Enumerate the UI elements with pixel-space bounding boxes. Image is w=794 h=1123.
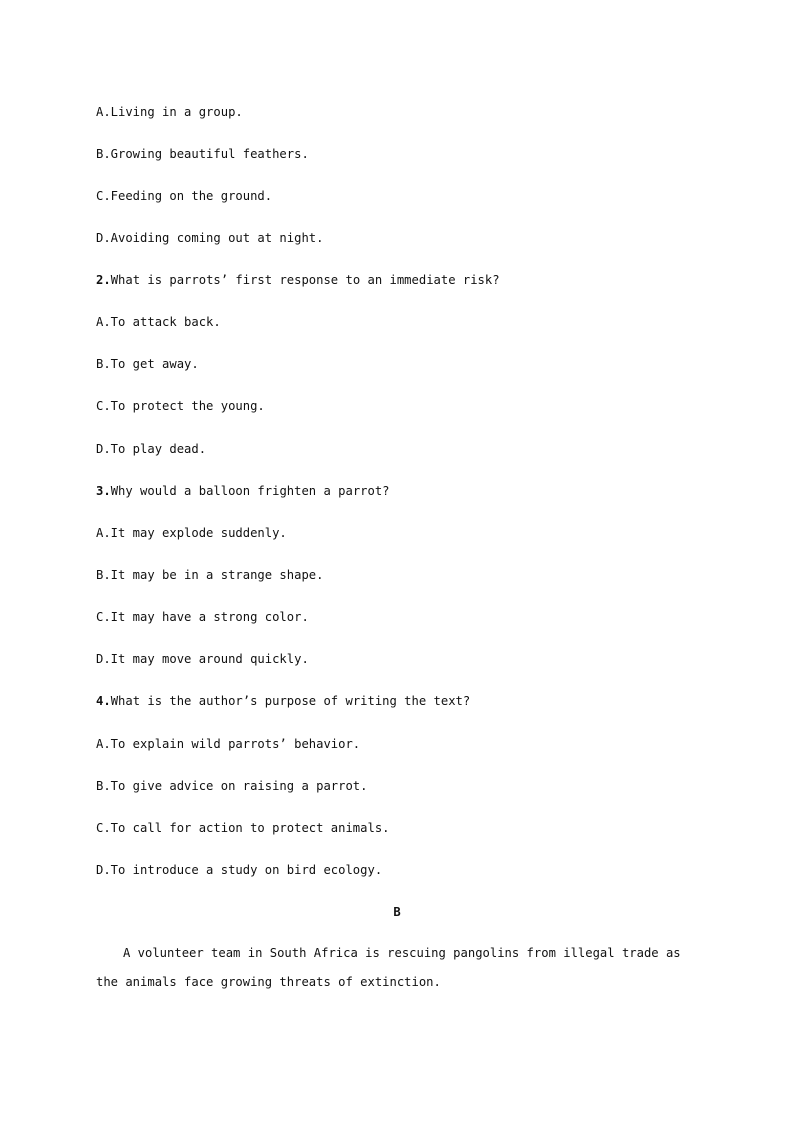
q4-question: What is the author’s purpose of writing the text? <box>110 694 471 708</box>
q2-option-d: D.To play dead. <box>96 442 207 456</box>
q4-option-d: D.To introduce a study on bird ecology. <box>96 863 383 877</box>
q1-option-c: C.Feeding on the ground. <box>96 189 273 203</box>
section-b-heading: B <box>393 905 401 919</box>
section-b-paragraph: A volunteer team in South Africa is rescuing pangolins from illegal trade as the animals face growing threats of extinction. <box>96 946 681 989</box>
q2-question: What is parrots’ first response to an immediate risk? <box>110 273 500 287</box>
q3-stem <box>96 483 390 499</box>
q2-option-c: C.To protect the young. <box>96 399 265 413</box>
q4-option-c: C.To call for action to protect animals. <box>96 821 390 835</box>
q3-option-c: C.It may have a strong color. <box>96 610 309 624</box>
q3-number: 3. <box>96 484 111 498</box>
q4-stem <box>96 693 470 709</box>
q2-number: 2. <box>96 273 111 287</box>
q3-option-b: B.It may be in a strange shape. <box>96 568 324 582</box>
q3-question: Why would a balloon frighten a parrot? <box>110 484 390 498</box>
q4-number: 4. <box>96 694 111 708</box>
q2-stem <box>96 272 500 288</box>
q4-option-b: B.To give advice on raising a parrot. <box>96 779 368 793</box>
q1-option-a: A.Living in a group. <box>96 105 243 119</box>
q1-option-d: D.Avoiding coming out at night. <box>96 231 324 245</box>
q2-option-b: B.To get away. <box>96 357 199 371</box>
q4-option-a: A.To explain wild parrots’ behavior. <box>96 737 361 751</box>
q1-option-b: B.Growing beautiful feathers. <box>96 147 309 161</box>
q2-option-a: A.To attack back. <box>96 315 221 329</box>
q3-option-d: D.It may move around quickly. <box>96 652 309 666</box>
q3-option-a: A.It may explode suddenly. <box>96 526 287 540</box>
